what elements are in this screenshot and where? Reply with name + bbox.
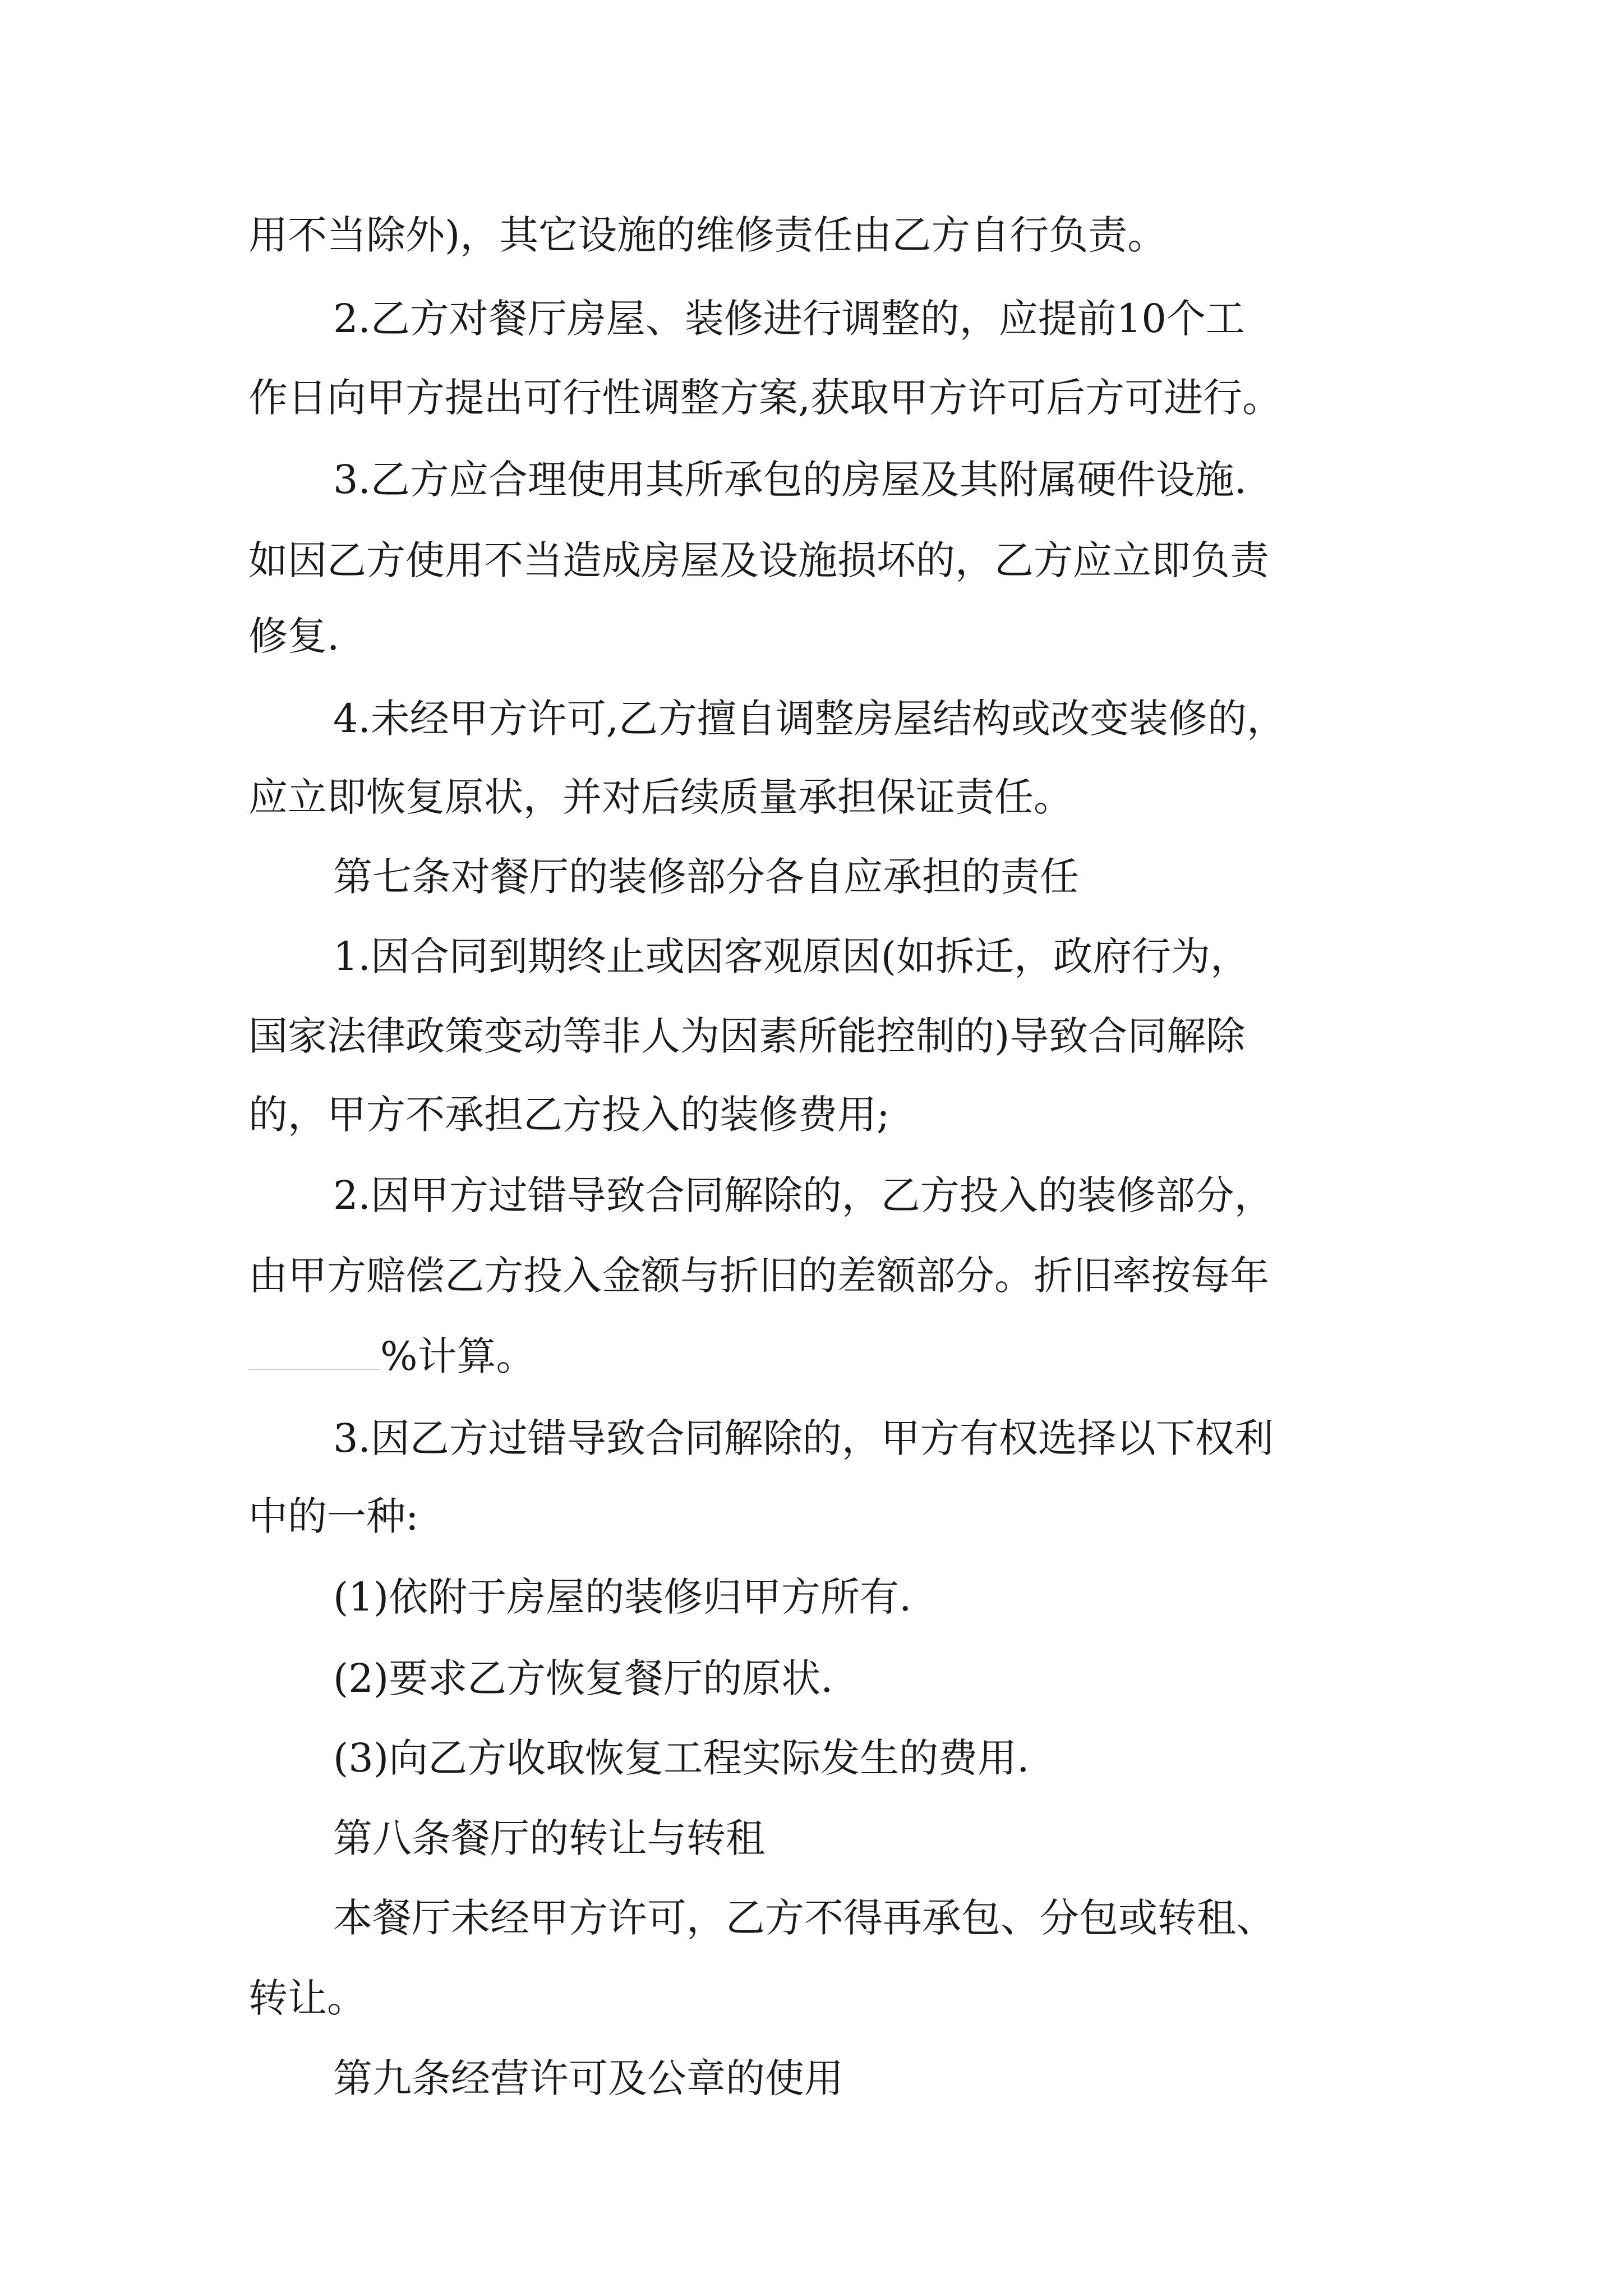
section-heading: 第九条经营许可及公章的使用: [333, 2055, 843, 2101]
text-line: 本餐厅未经甲方许可，乙方不得再承包、分包或转租、: [333, 1895, 1275, 1941]
text-line: 2.因甲方过错导致合同解除的，乙方投入的装修部分，: [333, 1172, 1274, 1218]
text-line: 的，甲方不承担乙方投入的装修费用;: [248, 1092, 890, 1138]
list-item: (2)要求乙方恢复餐厅的原状.: [333, 1655, 833, 1701]
list-item: (3)向乙方收取恢复工程实际发生的费用.: [333, 1735, 1030, 1781]
text-line: 中的一种:: [248, 1493, 419, 1539]
section-heading: 第七条对餐厅的装修部分各自应承担的责任: [333, 854, 1079, 900]
text-line: 2.乙方对餐厅房屋、装修进行调整的，应提前10个工: [333, 296, 1245, 342]
text-line: 如因乙方使用不当造成房屋及设施损坏的，乙方应立即负责: [248, 537, 1269, 583]
fill-in-blank: [248, 1334, 380, 1370]
text-line: 转让。: [248, 1975, 366, 2021]
text-line: 作日向甲方提出可行性调整方案,获取甲方许可后方可进行。: [248, 375, 1282, 421]
list-item: (1)依附于房屋的装修归甲方所有.: [333, 1574, 912, 1620]
percent-text: %计算。: [380, 1333, 536, 1379]
text-line: 4.未经甲方许可,乙方擅自调整房屋结构或改变装修的，: [333, 696, 1287, 742]
text-line: 1.因合同到期终止或因客观原因(如拆迁，政府行为，: [333, 933, 1250, 979]
section-heading: 第八条餐厅的转让与转租: [333, 1815, 765, 1861]
text-line: 3.因乙方过错导致合同解除的，甲方有权选择以下权利: [333, 1415, 1274, 1461]
text-line: 用不当除外)，其它设施的维修责任由乙方自行负责。: [248, 212, 1167, 258]
text-line: 应立即恢复原状，并对后续质量承担保证责任。: [248, 774, 1073, 820]
text-line: 修复.: [248, 613, 340, 659]
text-line: 由甲方赔偿乙方投入金额与折旧的差额部分。折旧率按每年: [248, 1253, 1269, 1299]
text-line: [248, 1328, 536, 1384]
text-line: 3.乙方应合理使用其所承包的房屋及其附属硬件设施.: [333, 457, 1247, 503]
text-line: 国家法律政策变动等非人为因素所能控制的)导致合同解除: [248, 1013, 1246, 1059]
